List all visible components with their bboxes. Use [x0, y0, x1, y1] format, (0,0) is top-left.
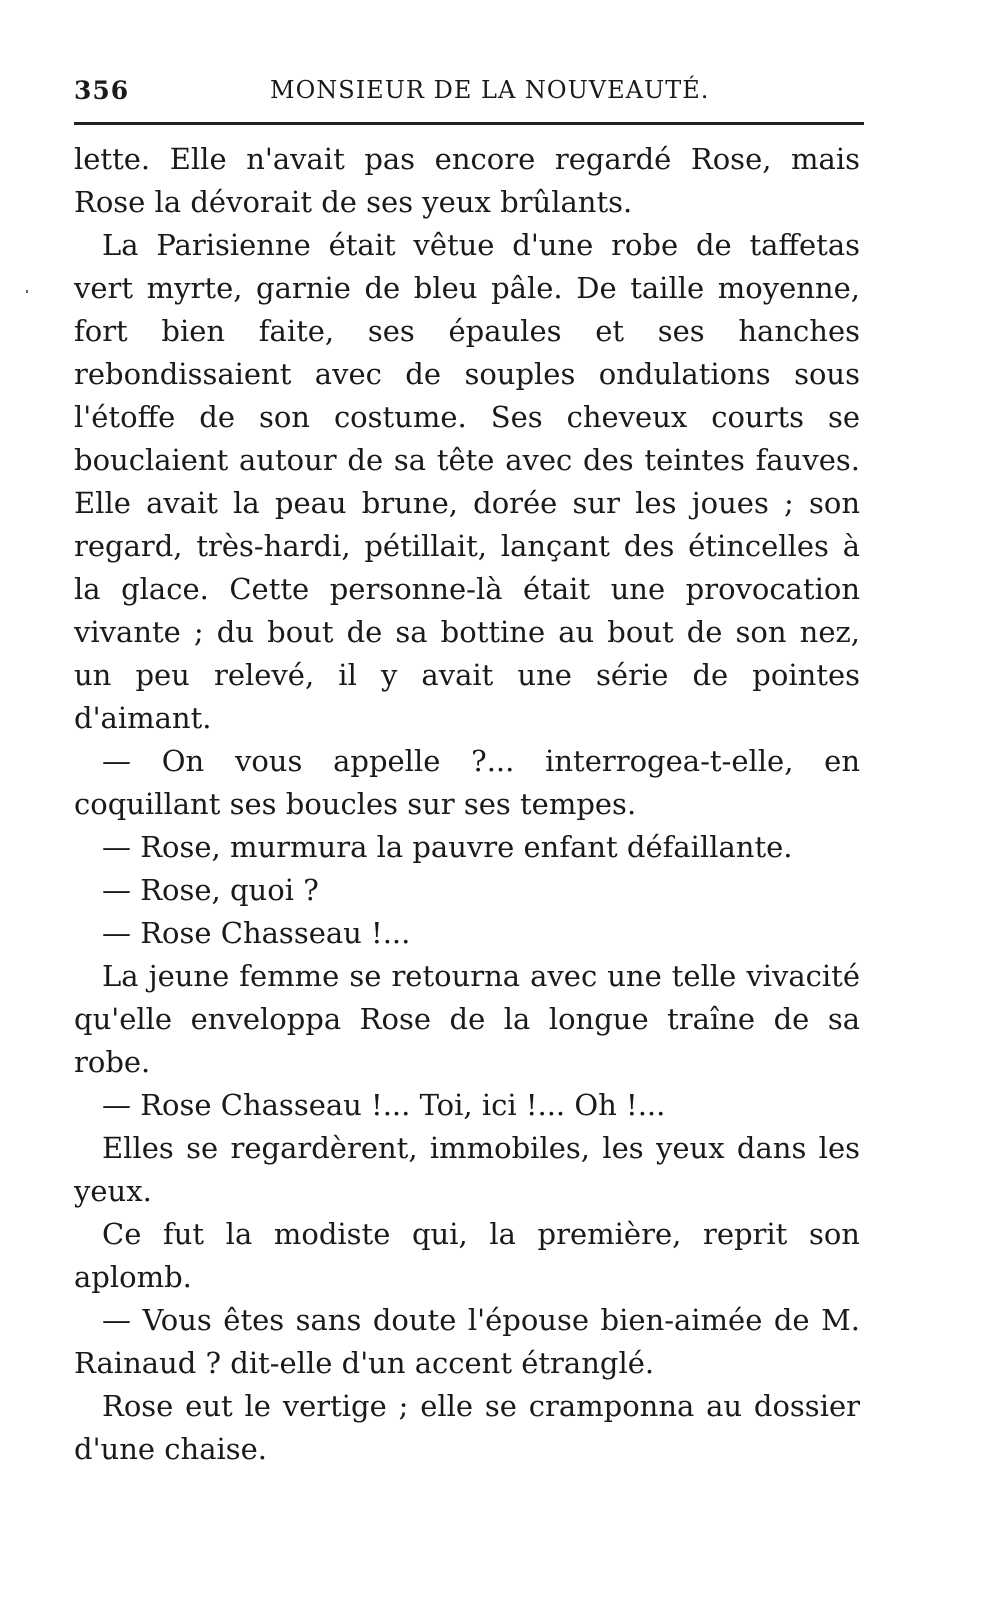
page-header	[74, 72, 864, 112]
paragraph-5: — Rose, quoi ?	[102, 873, 319, 907]
running-title: MONSIEUR DE LA NOUVEAUTÉ.	[270, 76, 710, 104]
paragraph-4: — Rose, murmura la pauvre enfant défaillante.	[102, 830, 793, 864]
paragraph-12: Rose eut le vertige ; elle se cramponna au dossier d'une chaise.	[74, 1389, 860, 1466]
paragraph-10: Ce fut la modiste qui, la première, reprit son aplomb.	[74, 1217, 860, 1294]
paragraph-3: — On vous appelle ?... interrogea-t-elle, en coquillant ses boucles sur ses tempes.	[74, 744, 860, 821]
stray-ink-mark	[26, 290, 28, 293]
paragraph-11: — Vous êtes sans doute l'épouse bien-aimée de M. Rainaud ? dit-elle d'un accent étranglé.	[74, 1303, 860, 1380]
header-rule	[74, 122, 864, 125]
paragraph-1: lette. Elle n'avait pas encore regardé Rose, mais Rose la dévorait de ses yeux brûlants.	[74, 142, 860, 219]
body-text	[74, 138, 860, 1471]
paragraph-6: — Rose Chasseau !...	[102, 916, 411, 950]
page-number: 356	[74, 76, 130, 105]
paragraph-2: La Parisienne était vêtue d'une robe de taffetas vert myrte, garnie de bleu pâle. De taille moyenne, fort bien faite, ses épaules et ses hanches rebondissaient avec de souples ondulations sous l'étoffe de son costume. Ses cheveux courts se bouclaient autour de sa tête avec des teintes fauves. Elle avait la peau brune, dorée sur les joues ; son regard, très-hardi, pétillait, lançant des étincelles à la glace. Cette personne-là était une provocation vivante ; du bout de sa bottine au bout de son nez, un peu relevé, il y avait une série de pointes d'aimant.	[74, 228, 860, 735]
paragraph-8: — Rose Chasseau !... Toi, ici !... Oh !...	[102, 1088, 666, 1122]
paragraph-7: La jeune femme se retourna avec une telle vivacité qu'elle enveloppa Rose de la longue traîne de sa robe.	[74, 959, 860, 1079]
paragraph-9: Elles se regardèrent, immobiles, les yeux dans les yeux.	[74, 1131, 860, 1208]
